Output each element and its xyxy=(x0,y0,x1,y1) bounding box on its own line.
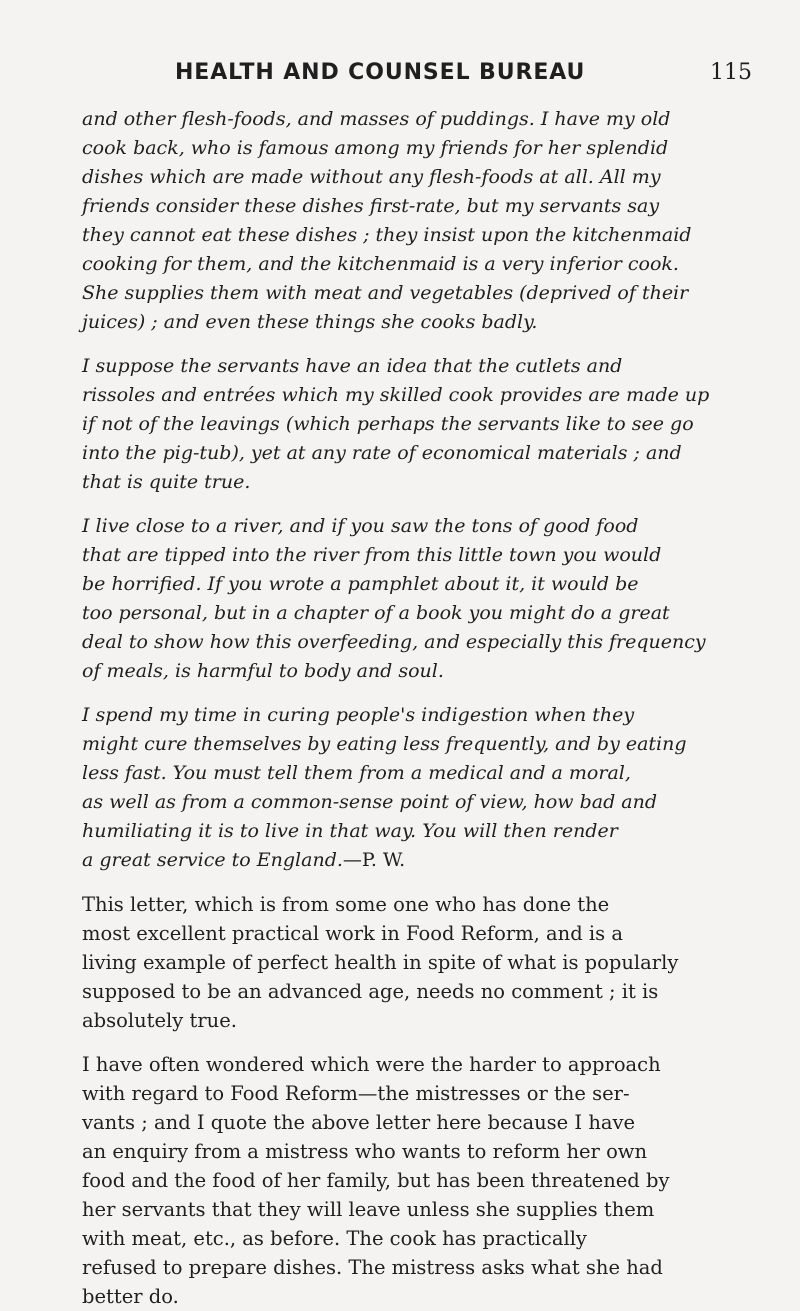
running-head: HEALTH AND COUNSEL BUREAU xyxy=(175,60,586,85)
text-line: I have often wondered which were the harder to approach xyxy=(82,1053,661,1076)
letter-paragraph xyxy=(82,512,722,686)
text-line: This letter, which is from some one who has done the xyxy=(82,893,610,916)
body-paragraph xyxy=(82,890,722,1035)
text-line: as well as from a common-sense point of view, how bad and xyxy=(82,791,658,813)
letter-signature: —P. W. xyxy=(342,849,406,871)
text-line: with meat, etc., as before. The cook has practically xyxy=(82,1227,587,1250)
paragraph-gap xyxy=(82,686,722,701)
text-line: better do. xyxy=(82,1285,179,1308)
text-line: with regard to Food Reform—the mistresses or the ser- xyxy=(82,1082,630,1105)
text-line: and other flesh-foods, and masses of puddings. I have my old xyxy=(82,108,671,130)
text-line: dishes which are made without any flesh-foods at all. All my xyxy=(82,166,661,188)
paragraph-gap xyxy=(82,1035,722,1050)
text-line: might cure themselves by eating less frequently, and by eating xyxy=(82,733,687,755)
text-line: that are tipped into the river from this little town you would xyxy=(82,544,662,566)
text-line: less fast. You must tell them from a medical and a moral, xyxy=(82,762,631,784)
text-line: supposed to be an advanced age, needs no comment ; it is xyxy=(82,980,659,1003)
text-line: I live close to a river, and if you saw the tons of good food xyxy=(82,515,639,537)
text-line xyxy=(82,846,722,875)
text-line: most excellent practical work in Food Reform, and is a xyxy=(82,922,623,945)
text-line: I spend my time in curing people's indigestion when they xyxy=(82,704,635,726)
paragraph-gap xyxy=(82,337,722,352)
text-line: She supplies them with meat and vegetables (deprived of their xyxy=(82,282,689,304)
text-line: of meals, is harmful to body and soul. xyxy=(82,660,444,682)
text-line-segment: a great service to England. xyxy=(82,849,343,871)
text-line: humiliating it is to live in that way. You will then render xyxy=(82,820,618,842)
text-line: absolutely true. xyxy=(82,1009,237,1032)
text-line: rissoles and entrées which my skilled cook provides are made up xyxy=(82,384,710,406)
text-line: friends consider these dishes first-rate, but my servants say xyxy=(82,195,660,217)
letter-paragraph xyxy=(82,352,722,497)
page-header xyxy=(0,60,800,96)
paragraph-gap xyxy=(82,875,722,890)
text-line: into the pig-tub), yet at any rate of economical materials ; and xyxy=(82,442,682,464)
text-line: juices) ; and even these things she cooks badly. xyxy=(82,311,538,333)
text-line: an enquiry from a mistress who wants to reform her own xyxy=(82,1140,648,1163)
letter-paragraph xyxy=(82,701,722,875)
letter-paragraph xyxy=(82,105,722,337)
page-body xyxy=(82,105,722,1311)
body-paragraph xyxy=(82,1050,722,1311)
text-line: they cannot eat these dishes ; they insist upon the kitchenmaid xyxy=(82,224,692,246)
text-line: cooking for them, and the kitchenmaid is a very inferior cook. xyxy=(82,253,679,275)
text-line: if not of the leavings (which perhaps the servants like to see go xyxy=(82,413,694,435)
text-line: be horrified. If you wrote a pamphlet about it, it would be xyxy=(82,573,639,595)
text-line: cook back, who is famous among my friends for her splendid xyxy=(82,137,669,159)
text-line: deal to show how this overfeeding, and especially this frequency xyxy=(82,631,706,653)
text-line: that is quite true. xyxy=(82,471,251,493)
text-line: vants ; and I quote the above letter here because I have xyxy=(82,1111,636,1134)
text-line: too personal, but in a chapter of a book you might do a great xyxy=(82,602,670,624)
paragraph-gap xyxy=(82,497,722,512)
page-number: 115 xyxy=(710,60,752,85)
text-line: living example of perfect health in spite of what is popularly xyxy=(82,951,679,974)
text-line: food and the food of her family, but has been threatened by xyxy=(82,1169,670,1192)
text-line: refused to prepare dishes. The mistress asks what she had xyxy=(82,1256,663,1279)
text-line: her servants that they will leave unless she supplies them xyxy=(82,1198,655,1221)
text-line: I suppose the servants have an idea that the cutlets and xyxy=(82,355,623,377)
